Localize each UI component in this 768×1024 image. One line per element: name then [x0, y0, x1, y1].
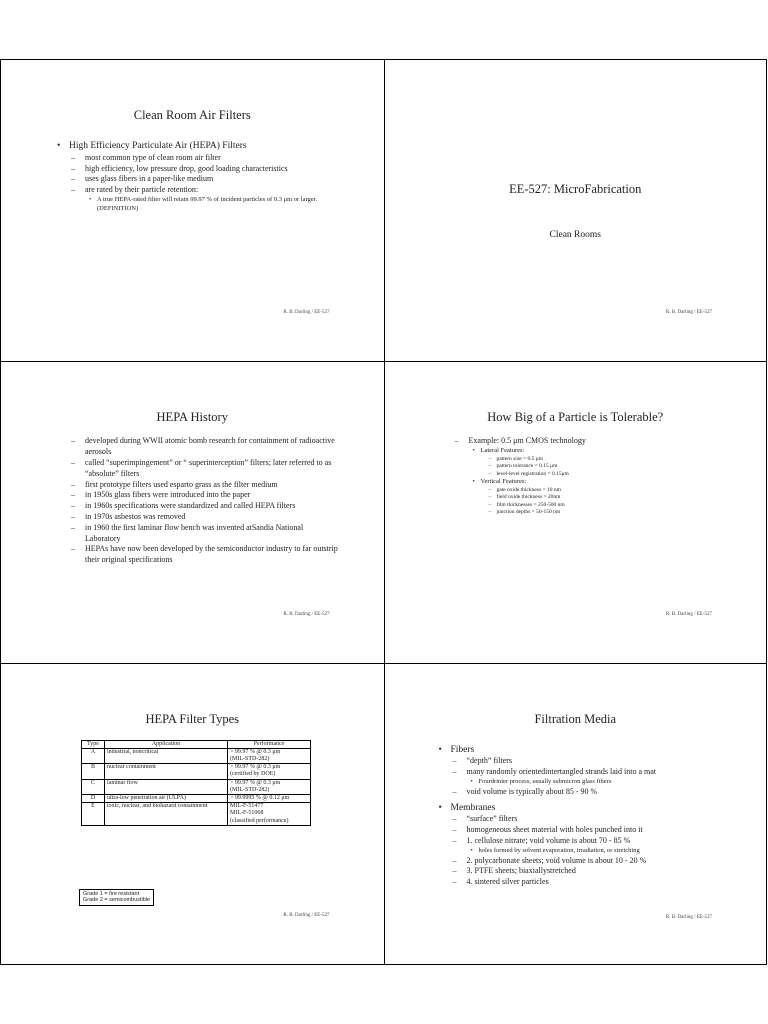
- slide-body: [437, 742, 737, 888]
- sub-item: – 4. sintered silver particles: [437, 877, 737, 888]
- sub-item: – homogeneous sheet material with holes punched into it: [437, 825, 737, 836]
- slide-body: [55, 436, 340, 566]
- sub-item: – most common type of clean room air filter: [55, 153, 344, 164]
- header-performance: Performance: [228, 740, 311, 748]
- history-item: – developed during WWII atomic bomb research for containment of radioactive aerosols: [55, 436, 340, 458]
- slide-footer: R. B. Darling / EE-527: [665, 310, 712, 316]
- lateral-item: – pattern tolerance = 0.15 μm: [439, 463, 727, 470]
- note-item: • Fourdrinier process, usually submicron glass fibers: [437, 778, 737, 787]
- slide-course-title: [384, 60, 767, 361]
- sub-item: – high efficiency, low pressure drop, good loading characteristics: [55, 164, 344, 175]
- table-row: [82, 803, 311, 826]
- slide-title: Clean Room Air Filters: [133, 108, 251, 122]
- table-row: [82, 748, 311, 763]
- slide-title: Filtration Media: [534, 711, 617, 726]
- slide-grid: [0, 59, 767, 965]
- sub-item: – many randomly orientedintertangled strands laid into a mat: [437, 767, 737, 778]
- table-row: [82, 779, 311, 794]
- grade-1: Grade 1 = fire resistant: [83, 890, 140, 897]
- history-item: – in 1960s specifications were standardized and called HEPA filters: [55, 501, 340, 512]
- performance-cell: > 99.9995 % @ 0.12 μm: [228, 794, 311, 802]
- sub-item: – “surface” filters: [437, 814, 737, 825]
- slide-footer: R. B. Darling / EE-527: [283, 913, 330, 918]
- application-cell: nuclear containment: [105, 764, 228, 779]
- performance-cell: > 99.97 % @ 0.3 μm (MIL-STD-282): [228, 748, 311, 763]
- lateral-heading: • Lateral Features:: [439, 447, 727, 456]
- sub-item: – “depth” filters: [437, 756, 737, 767]
- vertical-item: – junction depths = 50-150 nm: [439, 509, 727, 516]
- history-item: – first prototype filters used esparto grass as the filter medium: [55, 480, 340, 491]
- vertical-heading: • Vertical Features:: [439, 478, 727, 487]
- table-row: [82, 764, 311, 779]
- sub-item: – uses glass fibers in a paper-like medium: [55, 174, 344, 185]
- slide-clean-room-air-filters: [1, 60, 384, 361]
- table-row: [82, 794, 311, 802]
- performance-cell: MIL-F-51477 MIL-F-51068 (classified performance): [228, 803, 311, 826]
- sub-item: – void volume is typically about 85 - 90 %: [437, 787, 737, 798]
- slide-body: [55, 138, 344, 214]
- history-item: – called “superimpingement” or “ superinterception” filters; later referred to as “absolute” filters: [55, 458, 340, 480]
- course-title: EE-527: MicroFabrication: [509, 182, 642, 196]
- lateral-item: – level-level registration = 0.15μm: [439, 471, 727, 478]
- sub-item: – are rated by their particle retention:: [55, 185, 344, 196]
- slide-hepa-filter-types: [1, 663, 384, 964]
- grade-2: Grade 2 = semicombustible: [83, 897, 151, 904]
- sub-item: – 1. cellulose nitrate; void volume is about 70 - 85 %: [437, 836, 737, 847]
- sub-item: – 3. PTFE sheets; biaxiallystretched: [437, 866, 737, 877]
- vertical-item: – film thicknesses = 250-500 nm: [439, 502, 727, 509]
- slide-footer: R. B. Darling / EE-527: [283, 310, 330, 316]
- application-cell: laminar flow: [105, 779, 228, 794]
- type-cell: E: [82, 803, 105, 826]
- example-item: – Example: 0.5 μm CMOS technology: [439, 436, 727, 447]
- slide-title: HEPA Filter Types: [145, 711, 240, 726]
- slide-body: [439, 436, 727, 516]
- performance-cell: > 99.97 % @ 0.3 μm (MIL-STD-282): [228, 779, 311, 794]
- sub-item: – 2. polycarbonate sheets; void volume is about 10 - 20 %: [437, 856, 737, 867]
- slide-particle-size: [384, 361, 767, 662]
- slide-footer: R. B. Darling / EE-527: [665, 915, 712, 920]
- application-cell: toxic, nuclear, and biohazard containment: [105, 803, 228, 826]
- filter-types-table: [81, 740, 311, 826]
- slide-footer: R. B. Darling / EE-527: [283, 611, 330, 617]
- header-application: Application: [105, 740, 228, 748]
- header-type: Type: [82, 740, 105, 748]
- slide-footer: R. B. Darling / EE-527: [665, 611, 712, 617]
- history-item: – HEPAs have now been developed by the semiconductor industry to far outstrip their original specifications: [55, 544, 340, 566]
- vertical-item: – gate oxide thickness = 10 nm: [439, 487, 727, 494]
- history-item: – in 1960 the first laminar flow bench was invented atSandia National Laboratory: [55, 523, 340, 545]
- bullet-membranes: • Membranes: [437, 802, 737, 815]
- slide-hepa-history: [1, 361, 384, 662]
- lateral-item: – pattern size = 0.5 μm: [439, 456, 727, 463]
- course-subtitle: Clean Rooms: [549, 230, 601, 240]
- definition-note: • A true HEPA-rated filter will retain 99.97 % of incident particles of 0.3 μm or larger. (DEFINITION): [55, 196, 344, 214]
- type-cell: D: [82, 794, 105, 802]
- vertical-item: – field oxide thickness = 20nm: [439, 494, 727, 501]
- bullet-fibers: • Fibers: [437, 744, 737, 757]
- application-cell: industrial, noncritical: [105, 748, 228, 763]
- table-header-row: [82, 740, 311, 748]
- type-cell: B: [82, 764, 105, 779]
- application-cell: ultra-low penetration air (ULPA): [105, 794, 228, 802]
- performance-cell: > 99.97 % @ 0.3 μm (certified by DOE): [228, 764, 311, 779]
- slide-filtration-media: [384, 663, 767, 964]
- history-item: – in 1950s glass fibers were introduced into the paper: [55, 490, 340, 501]
- history-item: – in 1970s asbestos was removed: [55, 512, 340, 523]
- grade-legend: [79, 889, 154, 906]
- note-item: • holes formed by solvent evaporation, irradiation, or stretching: [437, 847, 737, 856]
- type-cell: C: [82, 779, 105, 794]
- slide-title: How Big of a Particle is Tolerable?: [487, 410, 664, 425]
- slide-title: HEPA History: [156, 410, 228, 425]
- type-cell: A: [82, 748, 105, 763]
- bullet: • High Efficiency Particulate Air (HEPA) Filters: [55, 140, 344, 153]
